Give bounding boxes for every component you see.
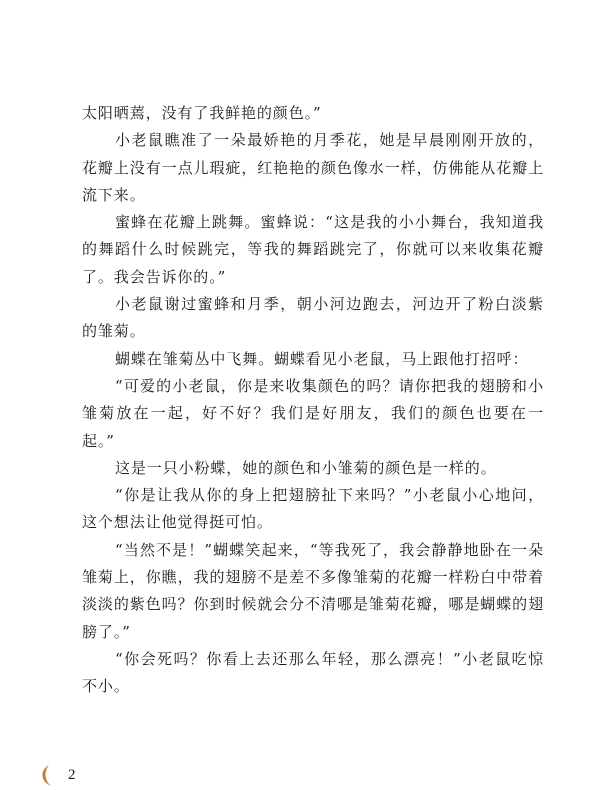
paragraph-7: 这是一只小粉蝶，她的颜色和小雏菊的颜色是一样的。 [115, 458, 497, 477]
page-footer [36, 763, 76, 787]
paragraph-6: “可爱的小老鼠，你是来收集颜色的吗？请你把我的翅膀和小雏菊放在一起，好不好？我们是好朋友，我们的颜色也要在一起。” [82, 376, 544, 450]
paragraph-2: 小老鼠瞧准了一朵最娇艳的月季花，她是早晨刚刚开放的，花瓣上没有一点儿瑕疵，红艳艳的颜色像水一样，仿佛能从花瓣上流下来。 [82, 131, 544, 204]
paragraph-9: “当然不是！”蝴蝶笑起来，“等我死了，我会静静地卧在一朵雏菊上，你瞧，我的翅膀不是差不多像雏菊的花瓣一样粉白中带着淡淡的紫色吗？你到时候就会分不清哪是雏菊花瓣，哪是蝴蝶的翅膀了。” [82, 540, 544, 641]
paragraph-3: 蜜蜂在花瓣上跳舞。蜜蜂说：“这是我的小小舞台，我知道我的舞蹈什么时候跳完，等我的舞蹈跳完了，你就可以来收集花瓣了。我会告诉你的。” [82, 213, 544, 286]
paragraph-4: 小老鼠谢过蜜蜂和月季，朝小河边跑去，河边开了粉白淡紫的雏菊。 [82, 295, 544, 341]
paragraph-1: 太阳晒蔫，没有了我鲜艳的颜色。” [82, 104, 322, 122]
page-number: 2 [68, 766, 76, 783]
paragraph-8: “你是让我从你的身上把翅膀扯下来吗？”小老鼠小心地问，这个想法让他觉得挺可怕。 [82, 486, 544, 532]
paragraph-5: 蝴蝶在雏菊丛中飞舞。蝴蝶看见小老鼠，马上跟他打招呼： [115, 349, 529, 368]
article-body [82, 100, 544, 701]
crescent-arc-icon [36, 763, 60, 787]
paragraph-10: “你会死吗？你看上去还那么年轻，那么漂亮！”小老鼠吃惊不小。 [82, 649, 544, 696]
